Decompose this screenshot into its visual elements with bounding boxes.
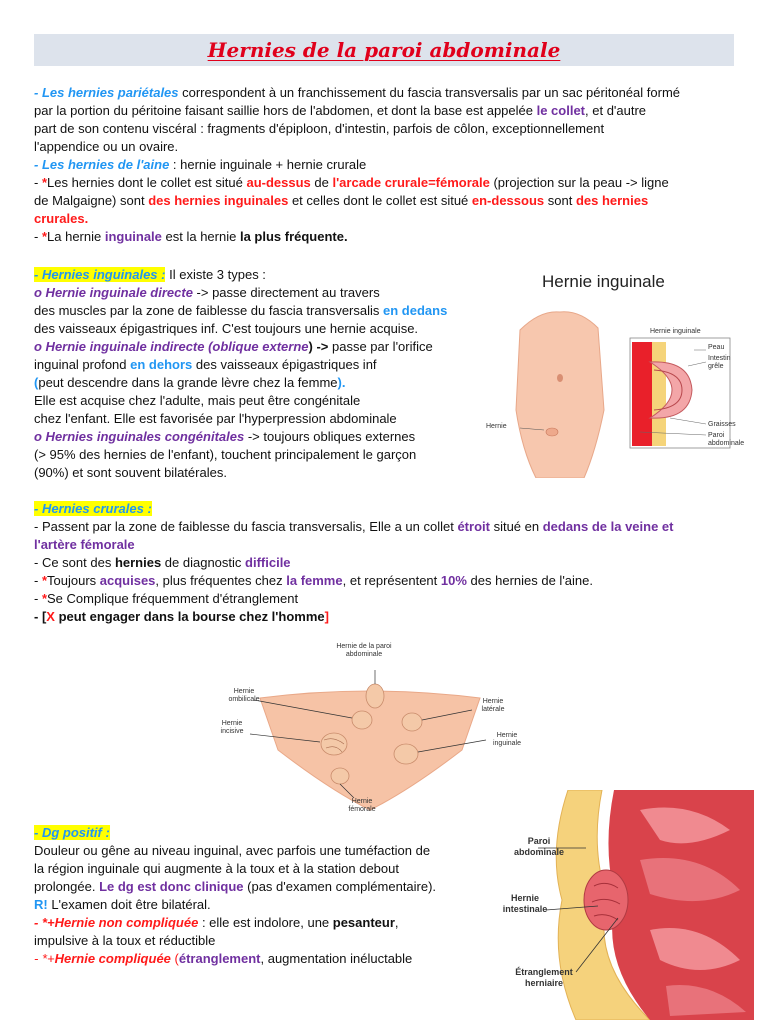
- dg-section: [34, 824, 484, 968]
- text: : hernie inguinale + hernie crurale: [169, 157, 367, 172]
- label-paroi-abdominale: Paroi abdominale: [513, 836, 564, 857]
- text: ,: [394, 915, 399, 930]
- dg-line: impulsive à la toux et réductible: [34, 933, 216, 948]
- text: Se Complique fréquemment d'étranglement: [47, 591, 299, 606]
- crurales-line: [34, 554, 734, 572]
- term-directe: o Hernie inguinale directe: [34, 285, 193, 300]
- text: inguinal profond: [34, 357, 131, 372]
- intro-line: [34, 102, 734, 120]
- text: , augmentation inéluctable: [260, 951, 413, 966]
- term-congenitales: o Hernies inguinales congénitales: [34, 429, 245, 444]
- dg-line: [34, 878, 484, 896]
- label-hernie-intestinale: Hernie intestinale: [502, 893, 548, 914]
- label-hernie-ombilicale: Hernie ombilicale: [228, 688, 260, 703]
- intro-line: part de son contenu viscéral : fragments d'épiploon, d'intestin, parfois de côlon, exceptionnellement: [34, 121, 605, 136]
- crurales-line: l'artère fémorale: [34, 537, 135, 552]
- text: peut engager dans la bourse chez l'homme: [54, 609, 325, 624]
- intro-line: crurales.: [34, 211, 89, 226]
- label-graisses: Graisses: [708, 421, 736, 428]
- inguinal-hernia-figure: [500, 300, 745, 478]
- star-mark: *: [41, 573, 48, 588]
- text: - Ce sont des: [34, 555, 115, 570]
- star-mark: *: [41, 175, 48, 190]
- page-title: Hernies de la paroi abdominale: [207, 38, 561, 62]
- text: ]: [324, 609, 329, 624]
- text: et celles dont le collet est situé: [288, 193, 472, 208]
- heading-highlight: - Hernies inguinales :: [34, 267, 166, 282]
- term-compliquee: Hernie compliquée: [54, 951, 171, 966]
- term-pesanteur: pesanteur: [332, 915, 395, 930]
- term-hernies-parietales: - Les hernies pariétales: [34, 85, 179, 100]
- intro-line: l'appendice ou un ovaire.: [34, 139, 179, 154]
- text: -: [34, 573, 42, 588]
- inguinal-line: [34, 428, 504, 446]
- text: passe par l'orifice: [331, 339, 433, 354]
- figure1-title: Hernie inguinale: [542, 272, 665, 291]
- term-r: R!: [34, 897, 48, 912]
- text: -: [34, 175, 42, 190]
- term-la-femme: la femme: [286, 573, 343, 588]
- section-heading: [34, 500, 734, 518]
- term-10-percent: 10%: [440, 573, 467, 588]
- label-paroi: Paroi abdominale: [708, 432, 745, 447]
- text: - *+: [34, 951, 55, 966]
- inguinal-line: chez l'enfant. Elle est favorisée par l'hyperpression abdominale: [34, 411, 397, 426]
- intro-line: [34, 192, 734, 210]
- inguinal-line: [34, 284, 504, 302]
- inguinal-line: [34, 356, 504, 374]
- text: des hernies de l'aine.: [466, 573, 593, 588]
- inguinal-line: des vaisseaux épigastriques inf. C'est toujours une hernie acquise.: [34, 321, 419, 336]
- label-hernie-paroi: Hernie de la paroi abdominale: [336, 643, 392, 658]
- text: (: [34, 375, 39, 390]
- text: de: [310, 175, 333, 190]
- text: , et représentent: [342, 573, 441, 588]
- term-arcade-crurale: l'arcade crurale=fémorale: [332, 175, 490, 190]
- section-heading: [34, 824, 484, 842]
- text: de diagnostic: [161, 555, 246, 570]
- text: sont: [544, 193, 576, 208]
- text: -> passe directement au travers: [192, 285, 380, 300]
- term-des-hernies: des hernies: [575, 193, 649, 208]
- text: situé en: [489, 519, 543, 534]
- text: : elle est indolore, une: [198, 915, 333, 930]
- term-x: X: [46, 609, 55, 624]
- term-en-dehors: en dehors: [130, 357, 193, 372]
- term-etroit: étroit: [457, 519, 490, 534]
- text: -> toujours obliques externes: [244, 429, 416, 444]
- text: des muscles par la zone de faiblesse du fascia transversalis: [34, 303, 384, 318]
- term-au-dessus: au-dessus: [246, 175, 311, 190]
- text: des vaisseaux épigastriques inf: [192, 357, 377, 372]
- text: Les hernies dont le collet est situé: [47, 175, 247, 190]
- label-box-title: Hernie inguinale: [650, 328, 701, 335]
- crurales-line: [34, 608, 734, 626]
- abdominal-wall-hernias-figure: [210, 640, 530, 820]
- dg-line: Douleur ou gêne au niveau inguinal, avec parfois une tuméfaction de: [34, 843, 431, 858]
- term-indirecte: o Hernie inguinale indirecte (oblique externe: [34, 339, 309, 354]
- inguinal-line: [34, 302, 504, 320]
- label-hernie-laterale: Hernie latérale: [481, 698, 505, 713]
- text: ) ->: [308, 339, 332, 354]
- text: correspondent à un franchissement du fascia transversalis par un sac péritonéal formé: [178, 85, 680, 100]
- text: - Passent par la zone de faiblesse du fascia transversalis, Elle a un collet: [34, 519, 458, 534]
- label-peau: Peau: [708, 344, 725, 351]
- dg-line: [34, 914, 484, 932]
- intro-line: [34, 174, 734, 192]
- text: peut descendre dans la grande lèvre chez la femme: [38, 375, 338, 390]
- term-hernies: hernies: [114, 555, 162, 570]
- label-hernie: Hernie: [486, 423, 507, 430]
- text: (: [170, 951, 179, 966]
- text: (pas d'examen complémentaire).: [243, 879, 437, 894]
- term-hernies-aine: - Les hernies de l'aine: [34, 157, 170, 172]
- inguinal-line: [34, 338, 504, 356]
- heading-highlight: - Dg positif :: [34, 825, 110, 840]
- intro-line: [34, 228, 734, 246]
- crurales-section: [34, 500, 734, 626]
- text: prolongée.: [34, 879, 100, 894]
- inguinal-line: (> 95% des hernies de l'enfant), touchent principalement le garçon: [34, 447, 417, 462]
- text: de Malgaigne) sont: [34, 193, 149, 208]
- term-etranglement: étranglement: [178, 951, 261, 966]
- term-non-compliquee: - *+Hernie non compliquée: [34, 915, 199, 930]
- dg-line: [34, 950, 484, 968]
- text: ).: [337, 375, 346, 390]
- text: , et d'autre: [585, 103, 647, 118]
- label-intestin: Intestin grêle: [708, 355, 731, 370]
- text: -: [34, 229, 42, 244]
- text: par la portion du péritoine faisant saillie hors de l'abdomen, et dont la base est appelée: [34, 103, 537, 118]
- label-hernie-femorale: Hernie fémorale: [348, 798, 376, 813]
- term-dedans-veine: dedans de la veine et: [542, 519, 674, 534]
- intro-line: [34, 156, 734, 174]
- text: est la hernie: [161, 229, 240, 244]
- inguinal-line: [34, 374, 504, 392]
- term-collet: le collet: [536, 103, 586, 118]
- term-acquises: acquises: [99, 573, 156, 588]
- term-en-dedans: en dedans: [383, 303, 448, 318]
- dg-line: la région inguinale qui augmente à la toux et à la station debout: [34, 861, 399, 876]
- label-etranglement: Étranglement herniaire: [515, 967, 573, 988]
- text: La hernie: [47, 229, 105, 244]
- intro-section: [34, 84, 734, 246]
- text: , plus fréquentes chez: [155, 573, 287, 588]
- term-en-dessous: en-dessous: [471, 193, 545, 208]
- crurales-line: [34, 518, 734, 536]
- text: -: [34, 591, 42, 606]
- label-hernie-inguinale-2: Hernie inguinale: [492, 732, 522, 747]
- intro-line: [34, 84, 734, 102]
- inguinal-line: (90%) et sont souvent bilatérales.: [34, 465, 227, 480]
- inguinal-line: Elle est acquise chez l'adulte, mais peut être congénitale: [34, 393, 361, 408]
- dg-line: [34, 896, 484, 914]
- star-mark: *: [41, 229, 48, 244]
- label-hernie-incisive: Hernie incisive: [220, 720, 244, 735]
- term-hernies-inguinales: des hernies inguinales: [148, 193, 289, 208]
- crurales-line: [34, 572, 734, 590]
- crurales-line: [34, 590, 734, 608]
- star-mark: *: [41, 591, 48, 606]
- heading-highlight: - Hernies crurales :: [34, 501, 152, 516]
- section-heading: [34, 266, 504, 284]
- text: - [: [34, 609, 47, 624]
- text: L'examen doit être bilatéral.: [47, 897, 211, 912]
- term-dg-clinique: Le dg est donc clinique: [99, 879, 244, 894]
- text: Toujours: [47, 573, 100, 588]
- term-difficile: difficile: [245, 555, 291, 570]
- inguinal-section: [34, 266, 504, 482]
- term-inguinale: inguinale: [104, 229, 162, 244]
- text: (projection sur la peau -> ligne: [489, 175, 669, 190]
- term-plus-frequente: la plus fréquente.: [239, 229, 348, 244]
- text: Il existe 3 types :: [165, 267, 266, 282]
